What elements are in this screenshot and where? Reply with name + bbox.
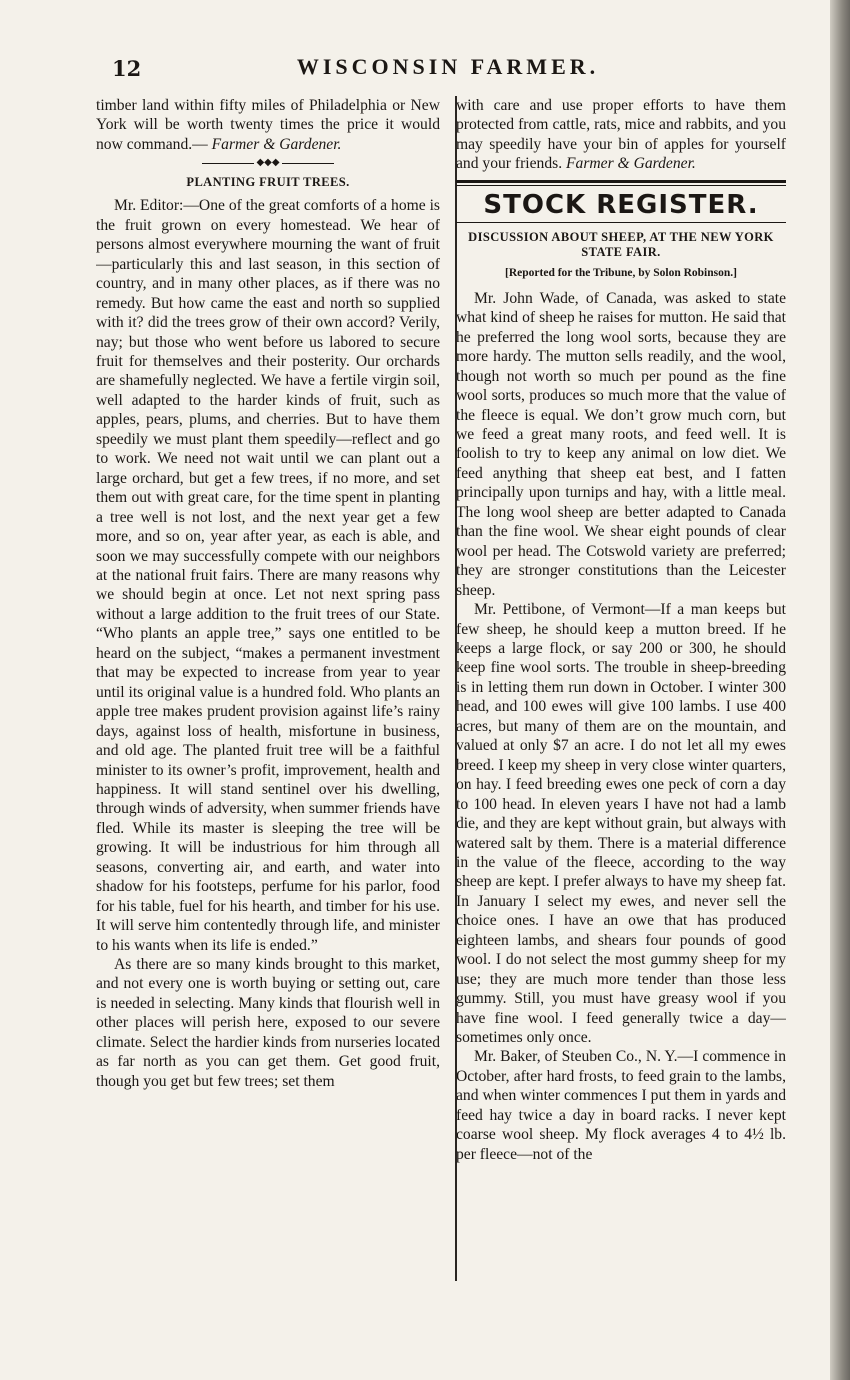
article-title-planting: PLANTING FRUIT TREES.: [186, 175, 350, 190]
continuation-attribution: Farmer & Gardener.: [566, 155, 696, 173]
section-title: STOCK REGISTER.: [483, 189, 759, 220]
intro-attribution: Farmer & Gardener.: [211, 135, 342, 153]
section-rule: [456, 180, 786, 186]
page-number: 12: [112, 56, 142, 81]
paragraph: As there are so many kinds brought to this market, and not every one is worth buying or setting out, care is needed in selecting. Many kinds that flourish well in other places will perish here, exposed to our severe climate. Select the hardier kinds from nurseries located as far north as you can get them. Get good fruit, though you get but few trees; set them: [96, 956, 440, 1090]
section-title-rule: [456, 222, 786, 223]
paragraph: Mr. Editor:—One of the great comforts of a home is the fruit grown on every homestead. We hear of persons almost everywhere mourning the want of fruit—particularly this and last season, in this section of country, and in many other places, as if there was no remedy. But how came the east and north so supplied with it? did the trees grow of their own accord? Verily, nay; but those who went before us labored to secure fruit for themselves and their posterity. Our orchards are shamefully neglected. We have a fertile virgin soil, well adapted to the harder kinds of fruit, such as apples, pears, plums, and cherries. But to have them speedily we must plant them speedily—reflect and go to work. We need not wait until we can plant out a large orchard, but get a few trees, if no more, and set them out with great care, for the time spent in planting a tree well is not lost, and the next year get a few more, and so on, year after year, as each is able, and soon we may successfully compete with our neighbors at the national fruit fairs. There are many reasons why we should begin at once. Let not next spring pass without a large addition to the fruit trees of our State. “Who plants an apple tree,” says one entitled to be heard on the subject, “makes a permanent investment that may be expected to increase from year to year until its original value is a hundred fold. Who plants an apple tree makes prudent provision against life’s rainy days, against loss of health, misfortune in business, and old age. The planted fruit tree will be a faithful minister to its owner’s profit, improvement, health and happiness. It will stand sentinel over his dwelling, through winds of adversity, when summer friends have fled. While its master is sleeping the tree will be growing. It will be industrious for him through all seasons, converting air, and earth, and water into shadow for his footsteps, perfume for his parlor, food for his table, fuel for his hearth, and timber for his use. It will serve him contentedly through life, and minister to his wants when its life is ended.”: [96, 197, 440, 954]
page-edge-shadow: [830, 0, 850, 1380]
right-column: [456, 96, 786, 1282]
paragraph: Mr. Pettibone, of Vermont—If a man keeps but few sheep, he should keep a mutton breed. If he keeps a large flock, or say 200 or 300, he should keep fine wool sorts. The trouble in sheep-breeding is in letting them run down in October. I winter 300 head, and 100 ewes will give 100 lambs. I use 400 acres, but many of them are on the mountain, and valued at only $7 an acre. I do not let all my ewes breed. I keep my sheep in very close winter quarters, on hay. I feed breeding ewes one peck of corn a day to 100 head. In eleven years I have not had a lamb die, and they are kept without grain, but always with watered salt by them. There is a material difference in the value of the fleece, according to the way sheep are kept. I prefer always to have my sheep fat. In January I select my ewes, and never sell the choice ones. I have an owe that has produced eighteen lambs, and shears four pounds of good wool. I do not select the most gummy sheep for my use; they are much more tender than those less gummy. Still, you must have greasy wool if you have fine wool. I feed generally twice a day—sometimes only once.: [456, 601, 786, 1047]
reported-by: [Reported for the Tribune, by Solon Robinson.]: [505, 266, 737, 279]
intro-body: timber land within fifty miles of Philadelphia or New York will be worth twenty times the price it would now command.—: [96, 97, 440, 153]
page-header: [112, 52, 784, 88]
running-title: WISCONSIN FARMER.: [296, 54, 600, 79]
intro-text: [96, 96, 440, 154]
paragraph: Mr. Baker, of Steuben Co., N. Y.—I commence in October, after hard frosts, to feed grain to the lambs, and when winter commences I put them in yards and feed hay twice a day in board racks. I never kept coarse wool sheep. My flock averages 4 to 4½ lb. per fleece—not of the: [456, 1048, 786, 1163]
ornament-divider: ◆◆◆: [96, 158, 440, 168]
paragraph: Mr. John Wade, of Canada, was asked to state what kind of sheep he raises for mutton. He said that he preferred the long wool sorts, because they are more hardy. The mutton sells readily, and the wool, though not worth so much per pound as the fine wool sorts, produces so much more that the value of the fleece is equal. We don’t grow much corn, but we feed a great many roots, and feed well. It is foolish to try to keep any animal on low diet. We feed anything that sheep eat best, and I fatten principally upon turnips and hay, with a little meal. The long wool sheep are better adapted to Canada than the fine wool. We shear eight pounds of clear wool per head. The Cotswold variety are preferred; they are stronger constitutions than the Leicester sheep.: [456, 289, 786, 599]
continuation-text: [456, 96, 786, 174]
continuation-body: with care and use proper efforts to have them protected from cattle, rats, mice and rabbits, and you may speedily have your bin of apples for yourself and your friends.: [456, 97, 786, 173]
left-column: [96, 96, 440, 1282]
article-title-sheep: DISCUSSION ABOUT SHEEP, AT THE NEW YORK STATE FAIR.: [468, 229, 774, 259]
